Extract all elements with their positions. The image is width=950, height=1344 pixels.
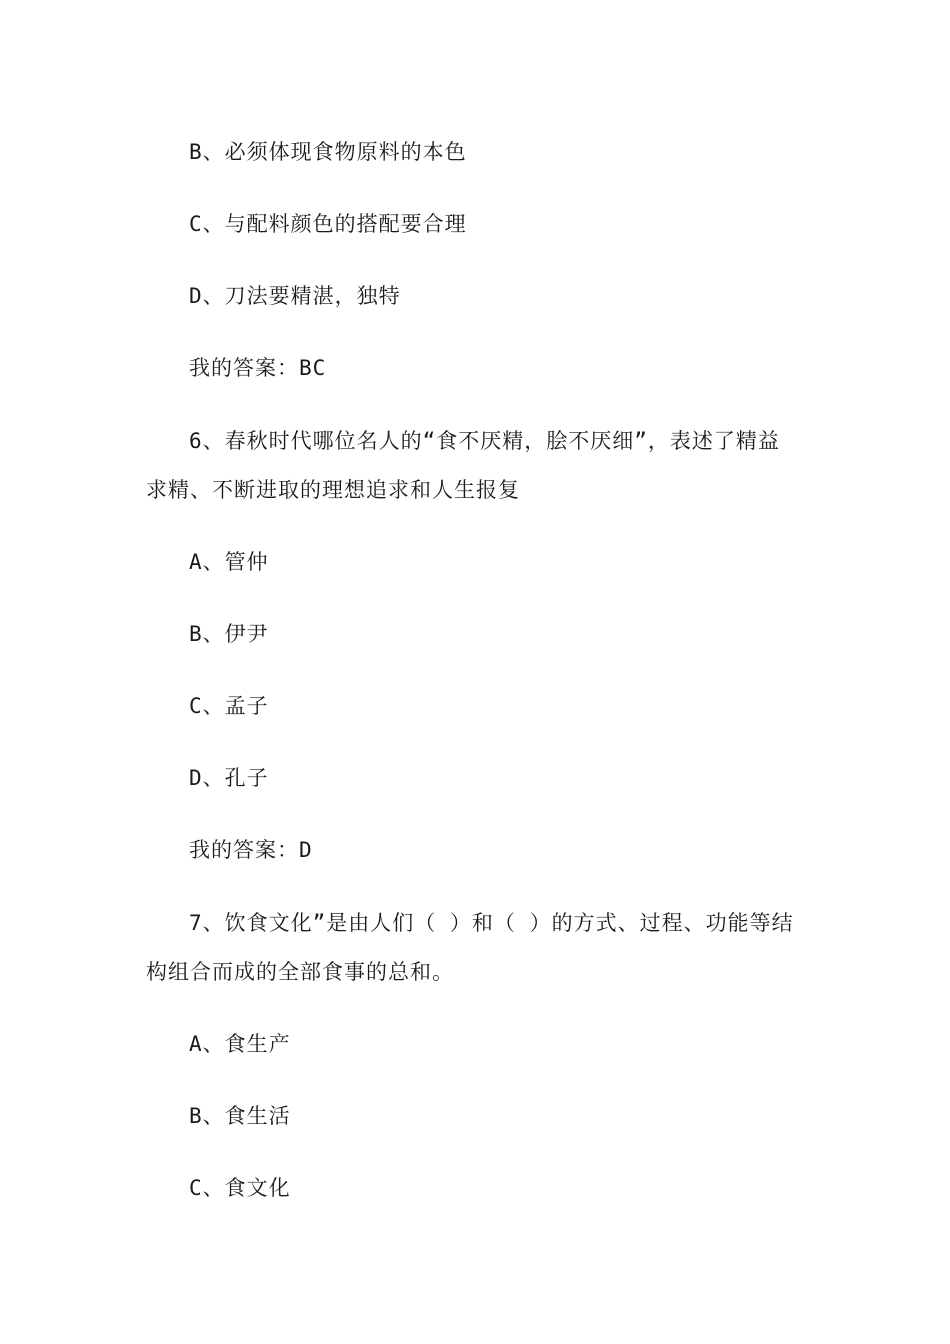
q5-option-d: D、刀法要精湛，独特 [189,284,401,308]
q5-option-b: B、必须体现食物原料的本色 [189,140,467,164]
q5-answer: 我的答案：BC [189,356,327,380]
q7-text-line1: 7、饮食文化”是由人们（ ）和（ ）的方式、过程、功能等结 [189,911,794,935]
q5-option-c: C、与配料颜色的搭配要合理 [189,212,467,236]
q7-option-a: A、食生产 [189,1032,291,1056]
q6-answer: 我的答案：D [189,838,313,862]
q6-text-line2: 求精、不断进取的理想追求和人生报复 [146,478,520,502]
q6-text-line1: 6、春秋时代哪位名人的“食不厌精，脍不厌细”，表述了精益 [189,429,780,453]
q6-option-d: D、孔子 [189,766,269,790]
q7-option-c: C、食文化 [189,1176,291,1200]
q6-option-c: C、孟子 [189,694,269,718]
q7-text-line2: 构组合而成的全部食事的总和。 [146,960,454,984]
q7-option-b: B、食生活 [189,1104,291,1128]
q6-option-b: B、伊尹 [189,622,269,646]
q6-option-a: A、管仲 [189,550,269,574]
